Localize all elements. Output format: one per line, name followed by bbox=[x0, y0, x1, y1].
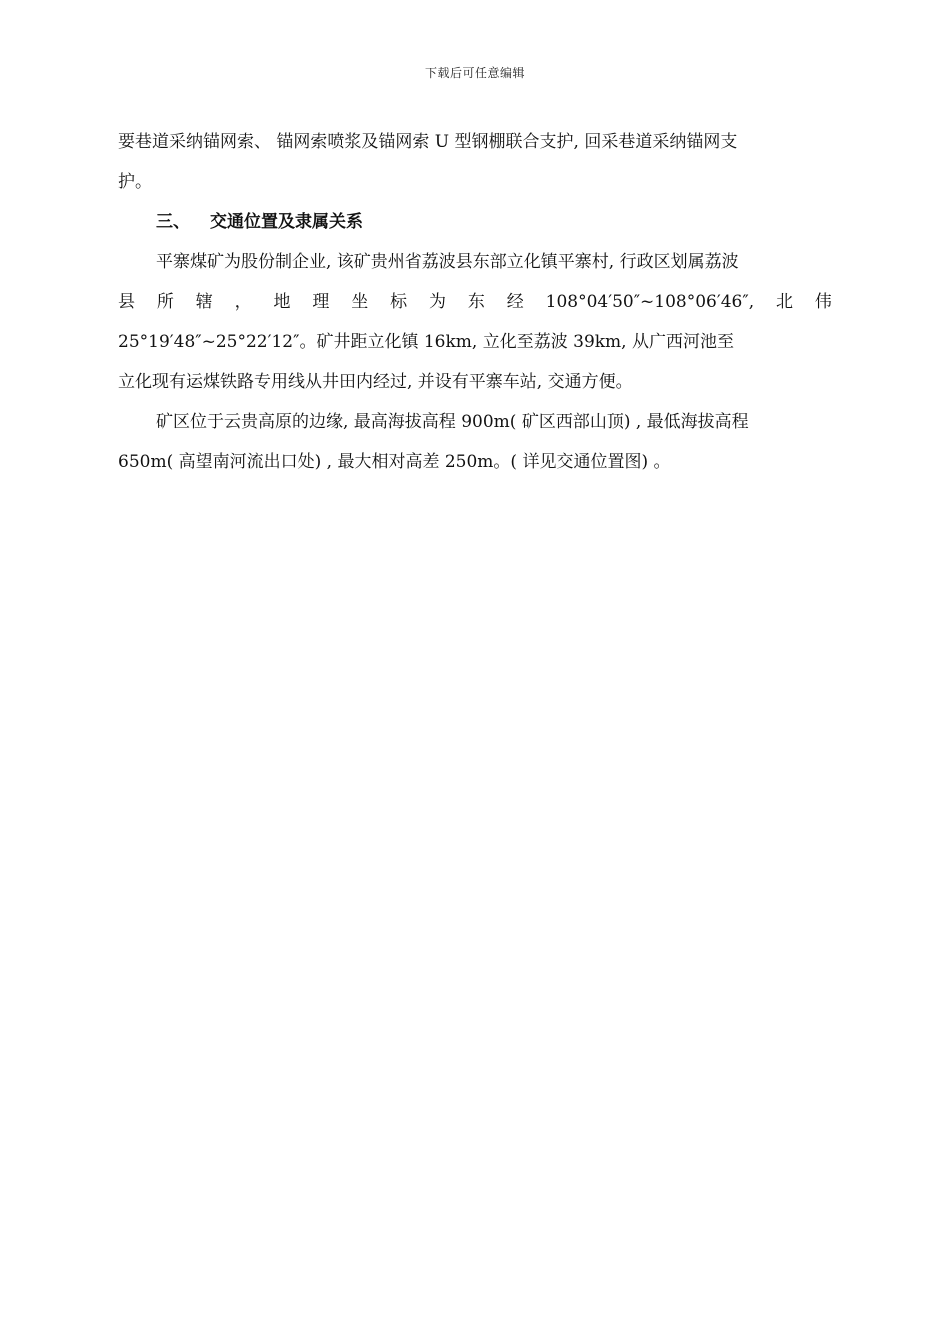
text-fragment: ， bbox=[234, 292, 252, 312]
text-fragment: 理 bbox=[312, 292, 330, 312]
document-body bbox=[118, 122, 832, 482]
paragraph-line: 护。 bbox=[118, 172, 152, 192]
text-fragment: 经 bbox=[506, 292, 524, 312]
text-fragment: 标 bbox=[390, 292, 408, 312]
paragraph-support-methods bbox=[118, 122, 832, 202]
paragraph-location bbox=[118, 242, 832, 402]
section-heading bbox=[118, 202, 832, 242]
paragraph-elevation bbox=[118, 402, 832, 482]
paragraph-line: 要巷道采纳锚网索、 锚网索喷浆及锚网索 U 型钢棚联合支护, 回采巷道采纳锚网支 bbox=[118, 132, 738, 152]
text-fragment: 伟 bbox=[814, 292, 832, 312]
paragraph-line: 立化现有运煤铁路专用线从井田内经过, 并设有平寨车站, 交通方便。 bbox=[118, 372, 633, 392]
text-fragment: 坐 bbox=[351, 292, 369, 312]
paragraph-line: 平寨煤矿为股份制企业, 该矿贵州省荔波县东部立化镇平寨村, 行政区划属荔波 bbox=[156, 252, 739, 272]
paragraph-line: 650m( 高望南河流出口处) , 最大相对高差 250m。( 详见交通位置图) 。 bbox=[118, 452, 671, 472]
page-header: 下载后可任意编辑 bbox=[424, 66, 525, 80]
text-fragment: 县 bbox=[118, 292, 135, 312]
section-number: 三、 bbox=[156, 212, 190, 232]
paragraph-line: 25°19′48″~25°22′12″。矿井距立化镇 16km, 立化至荔波 39km, 从广西河池至 bbox=[118, 332, 734, 352]
section-title: 交通位置及隶属关系 bbox=[210, 212, 363, 232]
paragraph-line: 矿区位于云贵高原的边缘, 最高海拔高程 900m( 矿区西部山顶) , 最低海拔高程 bbox=[156, 412, 749, 432]
text-fragment: 北 bbox=[776, 292, 793, 312]
paragraph-line-coordinates bbox=[118, 282, 832, 322]
text-fragment: 东 bbox=[467, 292, 485, 312]
text-fragment: 地 bbox=[273, 292, 291, 312]
text-fragment: 所 bbox=[156, 292, 174, 312]
text-fragment: 辖 bbox=[195, 292, 213, 312]
text-fragment: 为 bbox=[429, 292, 446, 312]
text-fragment: 108°04′50″~108°06′46″, bbox=[545, 292, 755, 312]
